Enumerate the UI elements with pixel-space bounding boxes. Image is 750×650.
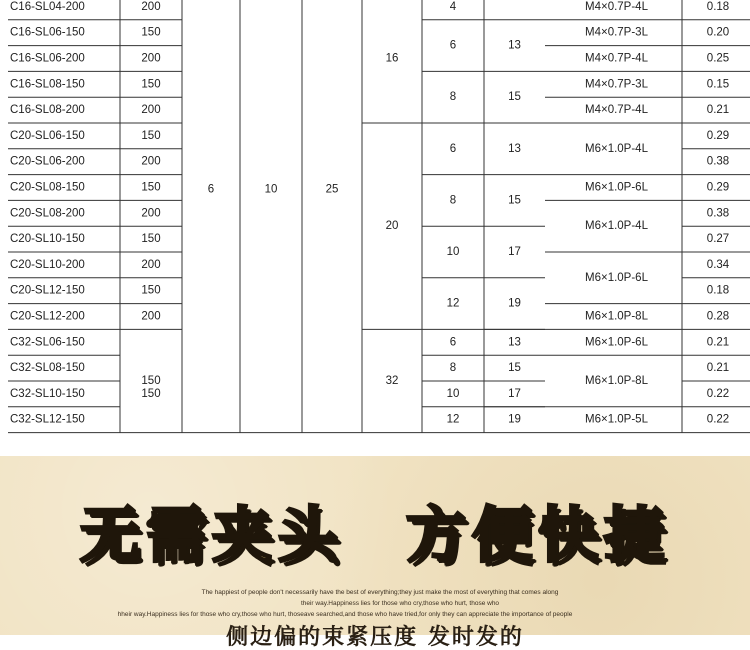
headline-left: 无需夹头 <box>80 501 344 571</box>
size-l-cell: 19 <box>508 297 521 310</box>
length-cell: 150 <box>141 233 161 246</box>
length-cell: 150 <box>141 181 161 194</box>
size-d-cell: 10 <box>446 387 460 400</box>
weight-cell: 0.21 <box>706 104 730 117</box>
size-d-cell: 6 <box>449 336 457 349</box>
screw-spec-cell: M4×0.7P-4L <box>585 104 648 117</box>
size-l-cell: 19 <box>508 413 521 426</box>
length-cell: 200 <box>141 258 161 271</box>
merged-value-c: 25 <box>325 183 339 196</box>
model-cell: C32-SL10-150 <box>10 387 85 400</box>
model-cell: C20-SL06-200 <box>10 155 85 168</box>
screw-spec-cell: M6×1.0P-6L <box>585 181 648 194</box>
length-cell: 150 <box>141 26 161 39</box>
model-cell: C16-SL08-150 <box>10 78 85 91</box>
size-l-cell: 13 <box>508 336 521 349</box>
weight-cell: 0.29 <box>706 181 730 194</box>
tagline-line-1: The happiest of people don't necessarily have the best of everything;they just make the most of everything that comes along <box>201 589 559 596</box>
weight-cell: 0.21 <box>706 336 730 349</box>
size-l-cell: 15 <box>508 362 521 375</box>
length-cell: 150 <box>141 129 161 142</box>
screw-spec-cell: M4×0.7P-3L <box>585 78 648 91</box>
weight-cell: 0.27 <box>706 233 730 246</box>
weight-cell: 0.38 <box>706 207 730 220</box>
size-d-cell: 12 <box>446 413 460 426</box>
screw-spec-cell: M6×1.0P-4L <box>585 220 648 233</box>
length-cell: 200 <box>141 310 161 323</box>
weight-cell: 0.29 <box>706 129 730 142</box>
screw-spec-cell: M4×0.7P-4L <box>585 0 648 13</box>
model-cell: C32-SL08-150 <box>10 362 85 375</box>
headline <box>0 496 750 576</box>
footer-text-partial: 侧边偏的束紧压度 发时发的 <box>226 625 524 650</box>
screw-spec-cell: M6×1.0P-6L <box>585 271 648 284</box>
model-cell: C16-SL06-200 <box>10 52 85 65</box>
size-l-cell: 17 <box>508 246 521 259</box>
screw-spec-cell: M6×1.0P-8L <box>585 310 648 323</box>
weight-cell: 0.34 <box>706 258 730 271</box>
screw-spec-cell: M6×1.0P-5L <box>585 413 648 426</box>
length-cell: 150 <box>141 78 161 91</box>
shank-dia-cell: 20 <box>385 220 399 233</box>
model-cell: C20-SL08-200 <box>10 207 85 220</box>
tagline-line-3: hheir way.Happiness lies for those who cry,those who hurt, thoseave searched,and those who have tried,for only they can appreciate the importance of people <box>117 611 573 618</box>
weight-cell: 0.28 <box>706 310 730 323</box>
model-cell: C32-SL12-150 <box>10 413 85 426</box>
model-cell: C20-SL12-200 <box>10 310 85 323</box>
screw-spec-cell: M4×0.7P-4L <box>585 52 648 65</box>
size-d-cell: 4 <box>449 0 457 13</box>
size-l-cell: 13 <box>508 39 521 52</box>
shank-dia-cell: 16 <box>385 52 399 65</box>
length-cell: 200 <box>141 155 161 168</box>
screw-spec-cell: M4×0.7P-3L <box>585 26 648 39</box>
size-d-cell: 8 <box>449 194 457 207</box>
headline-right: 方便快捷 <box>406 501 670 571</box>
model-cell: C32-SL06-150 <box>10 336 85 349</box>
merged-value-b: 10 <box>264 183 278 196</box>
weight-cell: 0.21 <box>706 362 730 375</box>
length-cell: 200 <box>141 207 161 220</box>
weight-cell: 0.25 <box>706 52 730 65</box>
screw-spec-cell: M6×1.0P-8L <box>585 375 648 388</box>
weight-cell: 0.18 <box>706 0 730 13</box>
size-l-cell: 17 <box>508 387 521 400</box>
model-cell: C16-SL04-200 <box>10 0 85 13</box>
size-d-cell: 6 <box>449 39 457 52</box>
model-cell: C20-SL06-150 <box>10 129 85 142</box>
length-cell: 200 <box>141 104 161 117</box>
model-cell: C20-SL10-150 <box>10 233 85 246</box>
length-cell: 200 <box>141 52 161 65</box>
length-cell: 200 <box>141 0 161 13</box>
weight-cell: 0.22 <box>706 413 730 426</box>
tagline-line-2: their way.Happiness lies for those who cry,those who hurt, those who <box>300 600 500 607</box>
size-l-cell: 15 <box>508 194 521 207</box>
promo-banner <box>0 456 750 650</box>
size-d-cell: 6 <box>449 142 457 155</box>
size-d-cell: 10 <box>446 246 460 259</box>
model-cell: C20-SL08-150 <box>10 181 85 194</box>
screw-spec-cell: M6×1.0P-6L <box>585 336 648 349</box>
length-cell-merged: 150 <box>141 375 161 388</box>
weight-cell: 0.18 <box>706 284 730 297</box>
model-cell: C20-SL12-150 <box>10 284 85 297</box>
size-d-cell: 8 <box>449 91 457 104</box>
size-d-cell: 8 <box>449 362 457 375</box>
length-cell: 150 <box>141 284 161 297</box>
model-cell: C16-SL06-150 <box>10 26 85 39</box>
model-cell: C20-SL10-200 <box>10 258 85 271</box>
shank-dia-cell: 32 <box>385 375 399 388</box>
screw-spec-cell: M6×1.0P-4L <box>585 142 648 155</box>
tagline <box>117 587 610 620</box>
weight-cell: 0.22 <box>706 387 730 400</box>
size-l-cell: 13 <box>508 142 521 155</box>
model-cell: C16-SL08-200 <box>10 104 85 117</box>
weight-cell: 0.15 <box>706 78 730 91</box>
weight-cell: 0.20 <box>706 26 730 39</box>
length-cell: 150 <box>141 387 161 400</box>
merged-value-a: 6 <box>207 183 215 196</box>
size-d-cell: 12 <box>446 297 460 310</box>
size-l-cell: 15 <box>508 91 521 104</box>
weight-cell: 0.38 <box>706 155 730 168</box>
